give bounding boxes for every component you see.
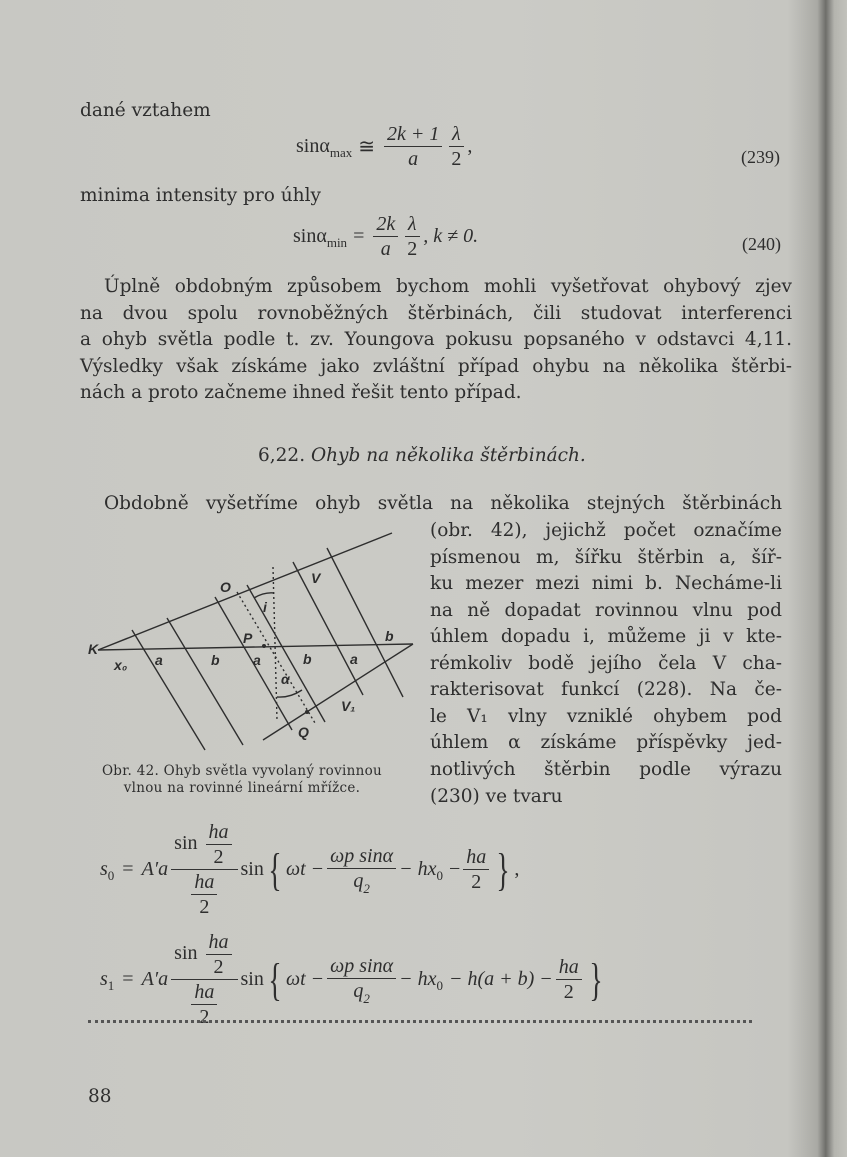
sin-text: sin [240,858,264,880]
eq-sub: 1 [107,977,115,993]
brace-open: { [268,843,282,895]
numerator: 2k + 1 [384,122,442,147]
eq-term: − h(a + b) − [448,968,553,990]
denominator: 2 [213,956,224,978]
ray-line [167,618,243,745]
denominator: a [408,148,419,170]
label-a: a [253,652,261,668]
eq-sub: 0 [107,867,115,883]
numerator: ha [191,980,217,1005]
brace-open: { [268,953,282,1005]
denominator: 2 [451,148,462,170]
point-p [262,644,266,648]
q: q [353,870,364,892]
numerator: ha [206,820,232,845]
denominator: 2 [563,981,574,1003]
eq-sub: max [329,144,353,160]
fraction [191,870,217,919]
brace-close: } [589,953,603,1005]
label-x0: x₀ [114,657,128,673]
text-line: a ohyb světla podle t. zv. Youngova pokusu popsaného v odstavci 4,11. [80,329,792,350]
label-q: Q [298,724,309,740]
fraction [463,845,489,894]
wavefront-v1-line [263,644,413,740]
text-line: nách a proto začneme ihned řešit tento případ. [80,382,522,403]
caption-line: vlnou na rovinné lineární mřížce. [123,780,361,796]
eq-lhs: s [100,968,108,990]
q-sub: 2 [363,991,370,1006]
point-q [305,710,309,714]
numerator [171,820,237,870]
text-line: rakterisovat funkcí (228). Na če- [430,679,782,700]
eq-lhs: s [100,858,108,880]
text-line: rémkoliv bodě jejího čela V cha- [430,653,782,674]
eq-coef: A′a [141,858,169,880]
label-i: i [263,599,267,615]
eq-term: ωt − [285,858,325,880]
text-line: Obdobně vyšetříme ohyb světla na několika stejných štěrbinách [104,493,782,514]
equation-s1 [100,930,607,1029]
eq-rel: ≅ [358,136,375,158]
grating-plane-line [98,644,413,650]
eq-sub: 0 [436,867,443,883]
sin-text: sin [174,832,198,855]
text-line: le V₁ vlny vzniklé ohybem pod [430,706,782,727]
caption-line: Obr. 42. Ohyb světla vyvolaný rovinnou [101,763,383,779]
denominator: 2 [199,1006,210,1028]
eq-tail: , [467,135,473,157]
ray-line [293,562,363,695]
numerator: ωp sinα [327,954,396,979]
eq-rel: = [122,968,134,990]
eq-tail: , [514,858,520,880]
equation-number: (240) [742,234,781,254]
denominator [185,870,223,919]
fraction [206,820,232,869]
numerator: ωp sinα [327,844,396,869]
intro-line: dané vztahem [80,100,211,121]
text-line: Úplně obdobným způsobem bychom mohli vyšetřovat ohybový zjev [104,276,792,297]
eq-lhs: sinα [296,135,330,157]
eq-sub: 0 [436,977,443,993]
sin-text: sin [240,968,264,990]
eq-sub: min [326,234,348,250]
text-line: na ně dopadat rovinnou vlnu pod [430,600,782,621]
text-line: úhlem α získáme příspěvky jed- [430,732,782,753]
denominator [350,869,373,895]
label-a: a [155,652,163,668]
numerator: 2k [373,212,398,237]
denominator: 2 [213,846,224,868]
numerator: ha [191,870,217,895]
fraction [556,955,582,1004]
label-b: b [303,651,312,667]
label-o: O [220,579,231,595]
fraction [171,930,237,1029]
angle-i-arc [254,593,274,598]
eq-term: ωt − [285,968,325,990]
label-v: V [311,570,321,586]
eq-term: − [448,858,461,880]
label-b-right: b [385,628,394,644]
fraction [327,954,396,1005]
denominator: a [380,238,391,260]
numerator: λ [405,212,420,237]
text-line: (230) ve tvaru [430,786,563,807]
denominator [350,979,373,1005]
equation-number: (239) [741,147,780,167]
numerator: ha [206,930,232,955]
text-line: ku mezer mezi nimi b. Necháme-li [430,573,782,594]
label-p: P [243,630,253,646]
brace-close: } [496,843,510,895]
eq-term: − hx [399,858,437,880]
eq-coef: A′a [141,968,169,990]
text-line: Výsledky však získáme jako zvláštní případ ohybu na několika štěrbi- [80,356,792,377]
label-alpha: α [281,671,290,687]
fraction [327,844,396,895]
section-title: Ohyb na několika štěrbinách. [310,445,586,466]
dotted-separator [88,1020,752,1023]
equation-s0 [100,820,519,919]
label-k: K [88,641,99,657]
eq-tail: , k ≠ 0. [423,225,479,247]
numerator: ha [463,845,489,870]
sin-text: sin [174,942,198,965]
text-line: notlivých štěrbin podle výrazu [430,759,782,780]
fraction [206,930,232,979]
eq-rel: = [353,225,365,247]
fraction [171,820,237,919]
q: q [353,980,364,1002]
eq-lhs: sinα [293,225,327,247]
figure-caption [92,763,392,797]
label-b: b [211,652,220,668]
q-sub: 2 [363,881,370,896]
label-v1: V₁ [341,698,356,714]
eq-rel: = [122,858,134,880]
denominator: 2 [199,896,210,918]
numerator [171,930,237,980]
numerator: λ [449,122,464,147]
label-a: a [350,651,358,667]
eq-term: − hx [399,968,437,990]
numerator: ha [556,955,582,980]
text-line: písmenou m, šířku štěrbin a, šíř- [430,547,782,568]
denominator: 2 [407,238,418,260]
denominator: 2 [471,871,482,893]
text-line: na dvou spolu rovnoběžných štěrbinách, čili studovat interferenci [80,303,792,324]
page-number: 88 [88,1086,112,1107]
text-line: (obr. 42), jejichž počet označíme [430,520,782,541]
section-number: 6,22. [258,445,306,466]
minima-line: minima intensity pro úhly [80,185,321,206]
text-line: úhlem dopadu i, můžeme ji v kte- [430,626,782,647]
